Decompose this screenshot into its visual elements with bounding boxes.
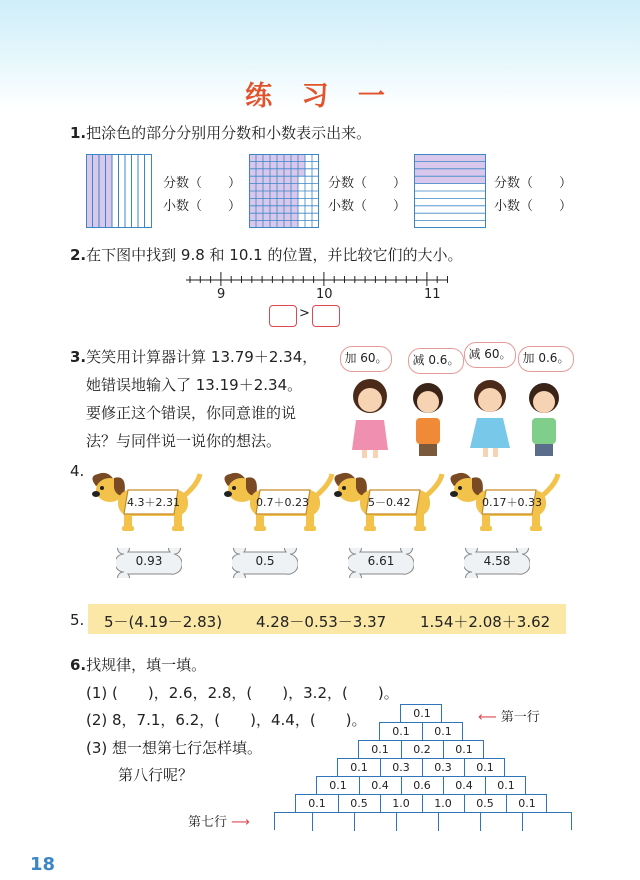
dog-expr-3: 5－0.42 — [368, 496, 411, 509]
pyramid-row-2 — [379, 722, 463, 740]
first-row-label — [478, 706, 540, 725]
q3-text-1: 笑笑用计算器计算 13.79＋2.34， — [86, 348, 318, 366]
pyramid-cell: 0.1 — [392, 725, 410, 738]
q1-grid-2-decimal: 小数（ ） — [328, 199, 407, 214]
q5-number: 5. — [70, 611, 85, 629]
q6-part-3b: 第八行呢？ — [118, 766, 194, 784]
q3-line-4: 法？与同伴说一说你的想法。 — [86, 432, 282, 450]
bone-1-value: 0.93 — [135, 554, 163, 568]
q5-expr-2: 4.28－0.53－3.37 — [256, 613, 387, 631]
pyramid-row-7[interactable] — [274, 812, 572, 830]
q4-number: 4. — [70, 462, 85, 480]
q3-number: 3. — [70, 348, 87, 366]
q2-text: 在下图中找到 9.8 和 10.1 的位置，并比较它们的大小。 — [86, 246, 463, 264]
q5-expr-3: 1.54＋2.08＋3.62 — [420, 613, 551, 631]
pyramid-cell: 1.0 — [434, 797, 452, 810]
q1-grid-2-fraction: 分数（ ） — [328, 176, 407, 191]
q1-grid-2 — [249, 154, 319, 228]
bone-2 — [232, 548, 298, 578]
pyramid-cell: 0.2 — [413, 743, 431, 756]
bone-4 — [464, 548, 530, 578]
child-boy-1-icon — [413, 383, 443, 456]
bone-3 — [348, 548, 414, 578]
q3-line-1 — [70, 346, 317, 367]
pyramid-cell: 0.5 — [476, 797, 494, 810]
q3-line-2: 她错误地输入了 13.19＋2.34。 — [86, 376, 303, 394]
seventh-row-text: 第七行 — [188, 815, 228, 830]
arrow-left-icon: ⟵ — [478, 710, 497, 725]
q1-prompt — [70, 122, 371, 143]
bone-1 — [116, 548, 182, 578]
first-row-text: 第一行 — [500, 710, 540, 725]
pyramid-cell: 0.1 — [308, 797, 326, 810]
pyramid-cell: 1.0 — [392, 797, 410, 810]
pyramid-cell: 0.4 — [371, 779, 389, 792]
tick-label-11: 11 — [424, 287, 441, 302]
speech-bubble-4: 加 0.6。 — [518, 346, 574, 372]
q6-prompt — [70, 654, 206, 675]
pyramid-cell: 0.1 — [371, 743, 389, 756]
pyramid-cell: 0.1 — [329, 779, 347, 792]
answer-box-left[interactable] — [269, 305, 297, 327]
pyramid-cell: 0.3 — [434, 761, 452, 774]
pyramid-cell: 0.1 — [350, 761, 368, 774]
seventh-row-label — [188, 811, 250, 830]
q1-grid-1-decimal: 小数（ ） — [163, 199, 242, 214]
q1-grid-3-decimal: 小数（ ） — [494, 199, 573, 214]
q1-grid-3-fraction: 分数（ ） — [494, 176, 573, 191]
q6-text: 找规律，填一填。 — [86, 656, 207, 674]
child-girl-1-icon — [352, 379, 388, 458]
pyramid-cell: 0.1 — [413, 707, 431, 720]
pyramid-row-4 — [337, 758, 505, 776]
q1-grid-1-fraction: 分数（ ） — [163, 176, 242, 191]
page-title: 练 习 一 — [245, 81, 395, 112]
answer-box-right[interactable] — [312, 305, 340, 327]
bone-3-value: 6.61 — [367, 554, 395, 568]
q2-prompt — [70, 244, 462, 265]
child-boy-2-icon — [529, 383, 559, 456]
pyramid-cell: 0.1 — [476, 761, 494, 774]
children-illustration — [340, 374, 570, 460]
speech-bubble-3: 减 60。 — [464, 342, 516, 368]
q1-number: 1. — [70, 124, 87, 142]
pyramid-row-3 — [358, 740, 484, 758]
dog-expr-4: 0.17＋0.33 — [482, 496, 542, 509]
q2-number: 2. — [70, 246, 87, 264]
tick-label-9: 9 — [217, 287, 226, 302]
child-girl-2-icon — [470, 380, 510, 457]
pyramid-row-5 — [316, 776, 526, 794]
pyramid-cell: 0.3 — [392, 761, 410, 774]
speech-bubble-2: 减 0.6。 — [408, 348, 464, 374]
q6-number: 6. — [70, 656, 87, 674]
dog-expr-2: 0.7＋0.23 — [256, 496, 309, 509]
pyramid-row-1 — [400, 704, 442, 722]
pyramid-cell: 0.1 — [518, 797, 536, 810]
q6-part-1: (1) ( )，2.6，2.8，( )，3.2，( )。 — [86, 684, 399, 702]
q5-expr-1: 5－(4.19－2.83) — [104, 613, 223, 631]
bone-2-value: 0.5 — [255, 554, 275, 568]
pyramid-cell: 0.5 — [350, 797, 368, 810]
pyramid-cell: 0.1 — [455, 743, 473, 756]
pyramid-row-6 — [295, 794, 547, 812]
q1-grid-3 — [414, 154, 486, 228]
compare-sign: > — [299, 306, 310, 321]
pyramid-cell: 0.4 — [455, 779, 473, 792]
pyramid-cell: 0.1 — [434, 725, 452, 738]
dog-expr-1: 4.3＋2.31 — [127, 496, 180, 509]
q6-part-2: (2) 8，7.1，6.2，( )，4.4，( )。 — [86, 711, 367, 729]
speech-bubble-1: 加 60。 — [340, 346, 392, 372]
pyramid-cell: 0.1 — [497, 779, 515, 792]
q3-line-3: 要修正这个错误，你同意谁的说 — [86, 404, 297, 422]
page-number: 18 — [30, 854, 56, 875]
bone-4-value: 4.58 — [483, 554, 511, 568]
arrow-right-icon: ⟶ — [231, 815, 250, 830]
q1-text: 把涂色的部分分别用分数和小数表示出来。 — [86, 124, 372, 142]
q6-part-3: (3) 想一想第七行怎样填。 — [86, 739, 263, 757]
pyramid-cell: 0.6 — [413, 779, 431, 792]
q1-grid-1 — [86, 154, 152, 228]
tick-label-10: 10 — [316, 287, 333, 302]
